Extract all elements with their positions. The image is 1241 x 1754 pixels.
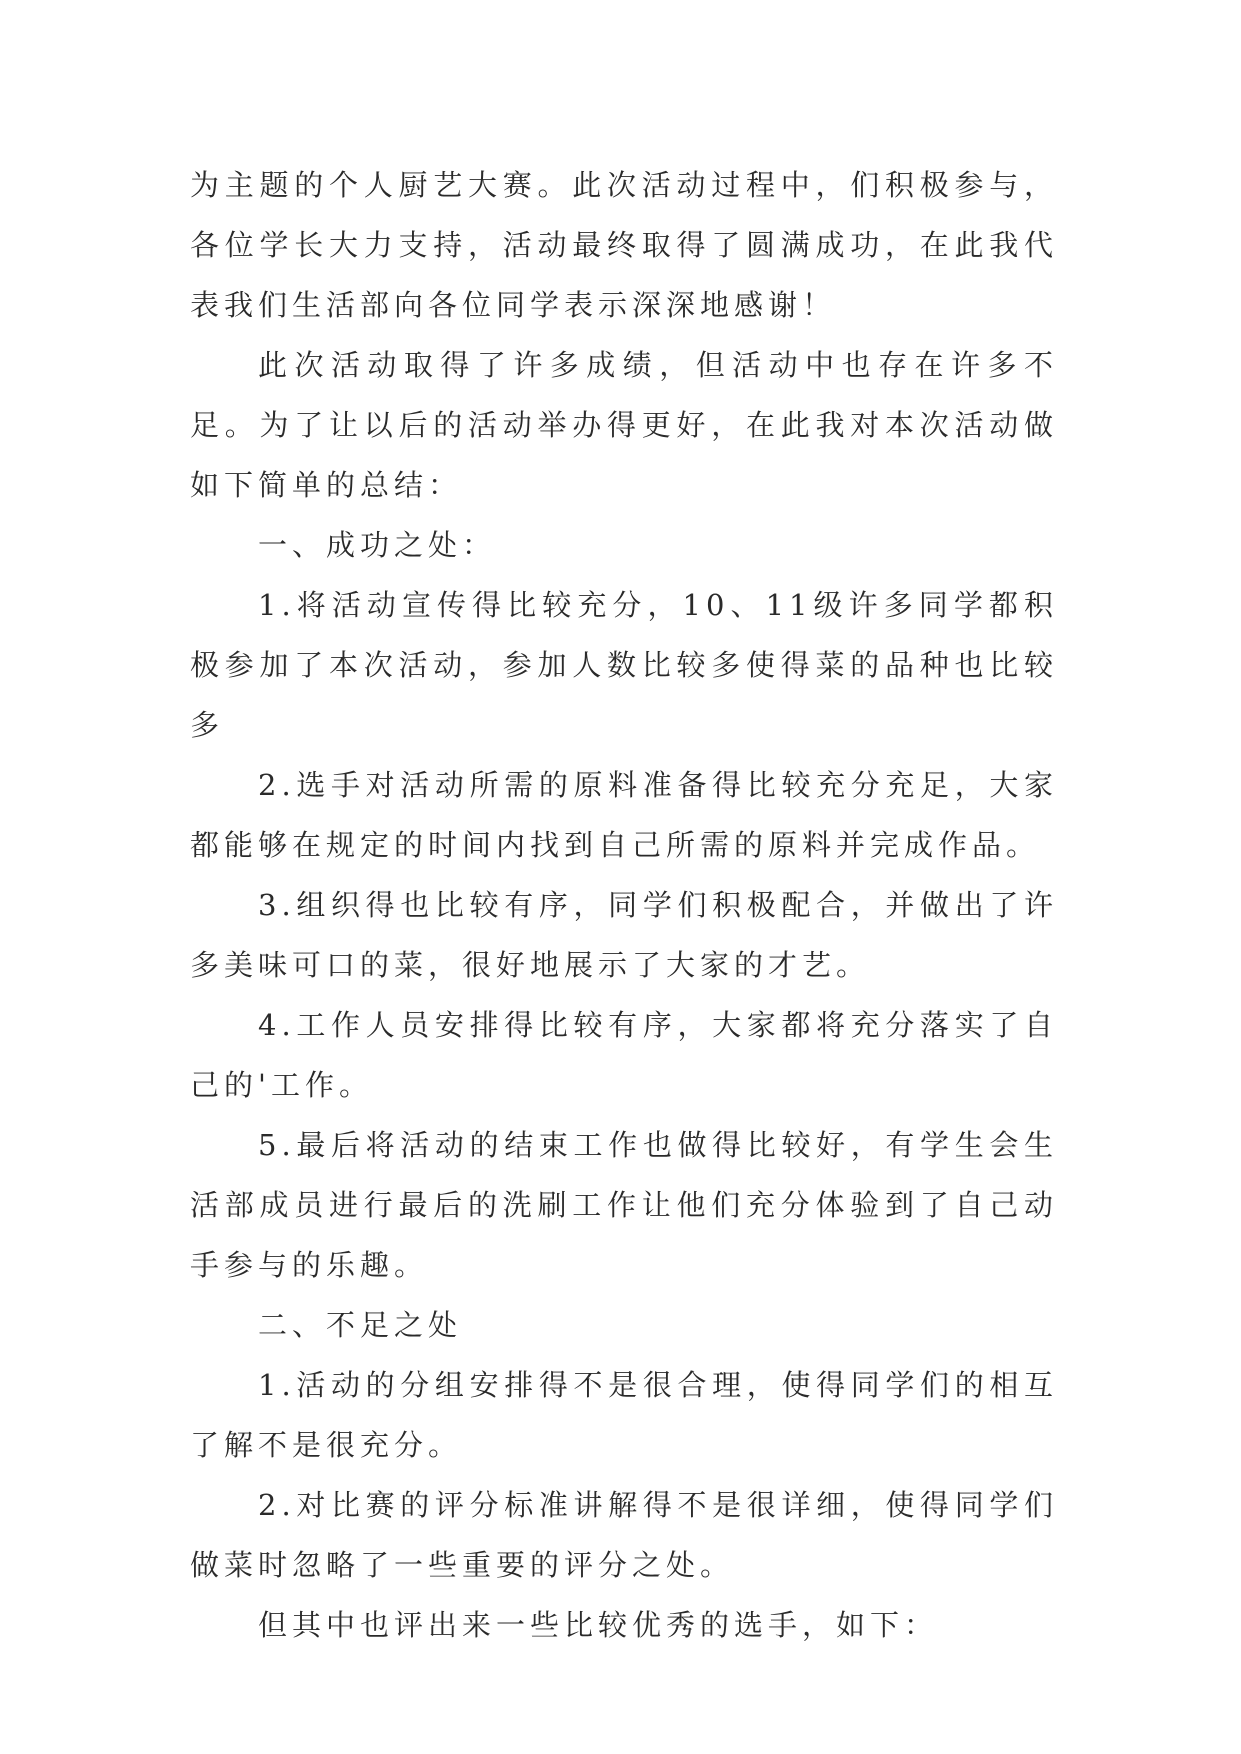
section-heading-shortcomings: 二、不足之处 xyxy=(258,1308,463,1342)
success-item-4: 4.工作人员安排得比较有序，大家都将充分落实了自己的'工作。 xyxy=(190,1008,1058,1102)
paragraph-continuation: 为主题的个人厨艺大赛。此次活动过程中，们积极参与，各位学长大力支持，活动最终取得了圆满成功，在此我代表我们生活部向各位同学表示深深地感谢！ xyxy=(190,168,1058,322)
success-item-5: 5.最后将活动的结束工作也做得比较好，有学生会生活部成员进行最后的洗刷工作让他们充分体验到了自己动手参与的乐趣。 xyxy=(190,1128,1058,1282)
success-item-1: 1.将活动宣传得比较充分，10、11级许多同学都积极参加了本次活动，参加人数比较多使得菜的品种也比较多 xyxy=(190,588,1058,742)
section-heading-successes: 一、成功之处： xyxy=(258,528,497,562)
document-body xyxy=(190,155,1058,1655)
success-item-2: 2.选手对活动所需的原料准备得比较充分充足，大家都能够在规定的时间内找到自己所需的原料并完成作品。 xyxy=(190,768,1058,862)
success-item-3: 3.组织得也比较有序，同学们积极配合，并做出了许多美味可口的菜，很好地展示了大家的才艺。 xyxy=(190,888,1058,982)
shortcoming-item-2: 2.对比赛的评分标准讲解得不是很详细，使得同学们做菜时忽略了一些重要的评分之处。 xyxy=(190,1488,1058,1582)
shortcoming-item-1: 1.活动的分组安排得不是很合理，使得同学们的相互了解不是很充分。 xyxy=(190,1368,1058,1462)
closing-paragraph: 但其中也评出来一些比较优秀的选手，如下： xyxy=(258,1608,939,1642)
paragraph-intro: 此次活动取得了许多成绩，但活动中也存在许多不足。为了让以后的活动举办得更好，在此我对本次活动做如下简单的总结： xyxy=(190,348,1058,502)
